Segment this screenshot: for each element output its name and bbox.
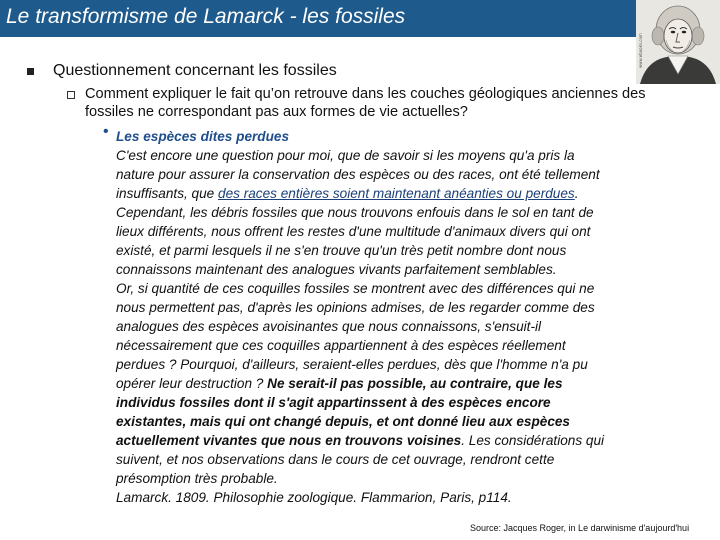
level2-line: Comment expliquer le fait qu’on retrouve dans les couches géologiques anciennes des — [85, 86, 646, 102]
level2-bullet-text — [85, 85, 715, 121]
level1-bullet-text: Questionnement concernant les fossiles — [53, 62, 337, 79]
bold-phrase: Ne serait-il pas possible, au contraire, que les — [267, 376, 563, 391]
underlined-phrase: des races entières soient maintenant anéanties ou perdues — [218, 186, 575, 201]
quote-line: lieux différents, nous offrent les restes d'une multitude d'animaux divers qui ont — [116, 224, 591, 239]
quote-text: . — [574, 186, 579, 201]
quote-line — [116, 374, 696, 393]
quote-line: individus fossiles dont il s'agit appartinssent à des espèces encore — [116, 395, 551, 410]
portrait-caption: www.ebooks.com — [638, 33, 643, 68]
quote-line: nous permettent pas, d'après les opinions admises, de les regarder comme des — [116, 300, 595, 315]
citation: Lamarck. 1809. Philosophie zoologique. Flammarion, Paris, p114. — [116, 490, 512, 505]
slide-title: Le transformisme de Lamarck - les fossiles — [6, 5, 406, 28]
lamarck-quote — [116, 127, 696, 507]
quote-line: présomption très probable. — [116, 471, 278, 486]
quote-line: connaissons maintenant des analogues vivants parfaitement semblables. — [116, 262, 557, 277]
portrait-illustration — [636, 0, 720, 84]
quote-line: existé, et parmi lesquels il ne s'en trouve qu'un très petit nombre dont nous — [116, 243, 567, 258]
level2-line: fossiles ne correspondant pas aux formes de vie actuelles? — [85, 104, 468, 120]
quote-line: perdues ? Pourquoi, d'ailleurs, seraient-elles perdues, dès que l'homme n'a pu — [116, 357, 588, 372]
source-note: Source: Jacques Roger, in Le darwinisme d'aujourd'hui — [470, 523, 690, 533]
quote-line — [116, 184, 696, 203]
quote-line: nature pour assurer la conservation des espèces ou des races, ont été tellement — [116, 167, 600, 182]
hollow-square-bullet-icon — [67, 91, 75, 99]
quote-line: Or, si quantité de ces coquilles fossiles se montrent avec des différences qui ne — [116, 281, 595, 296]
quote-line — [116, 431, 696, 450]
quote-line: Cependant, les débris fossiles que nous trouvons enfouis dans le sol en tant de — [116, 205, 594, 220]
quote-text: opérer leur destruction ? — [116, 376, 268, 391]
quote-line: C'est encore une question pour moi, que de savoir si les moyens qu'a pris la — [116, 148, 575, 163]
quote-line: nécessairement que ces coquilles appartiennent à des espèces réellement — [116, 338, 566, 353]
square-bullet-icon — [27, 68, 34, 75]
quote-line: suivent, et nos observations dans le cours de cet ouvrage, rendront cette — [116, 452, 555, 467]
lamarck-portrait — [636, 0, 720, 84]
bold-phrase: actuellement vivantes que nous en trouvons voisines — [116, 433, 462, 448]
quote-line: analogues des espèces avoisinantes que nous connaissons, s'ensuit-il — [116, 319, 542, 334]
subheading: Les espèces dites perdues — [116, 129, 290, 144]
quote-line: existantes, mais qui ont changé depuis, et ont donné lieu aux espèces — [116, 414, 570, 429]
quote-text: . Les considérations qui — [461, 433, 605, 448]
title-bar — [0, 0, 636, 37]
quote-text: insuffisants, que — [116, 186, 219, 201]
dot-bullet-icon: • — [103, 123, 109, 140]
